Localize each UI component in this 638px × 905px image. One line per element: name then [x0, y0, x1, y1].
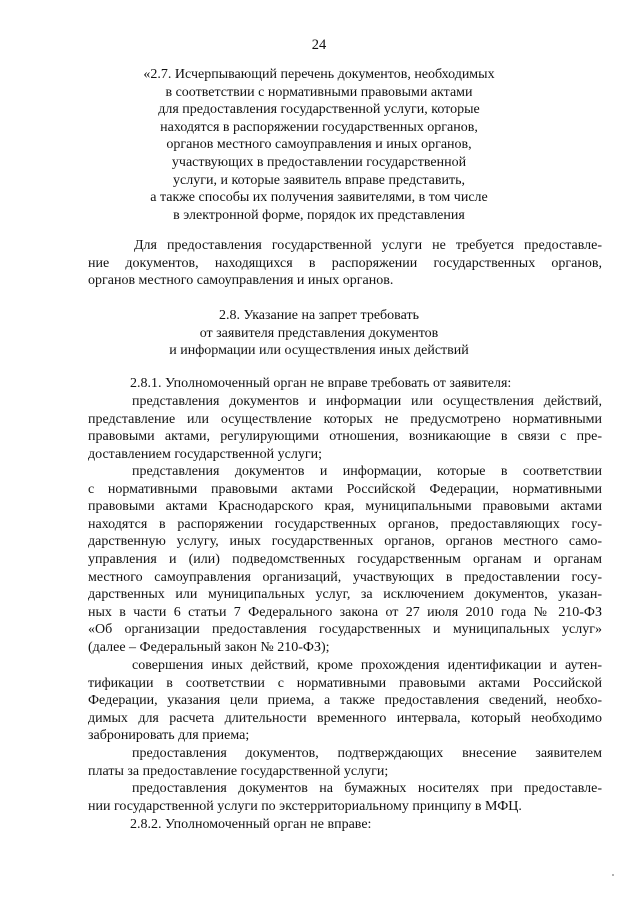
text-line: «Об организации предоставления государственных и муниципальных услуг»: [88, 622, 602, 638]
text-line: нии государственной услуги по экстерриториальному принципу в МФЦ.: [88, 798, 522, 814]
text-line: местного самоуправления организаций, участвующих в предоставлении госу-: [88, 569, 602, 585]
paragraph-2-8-1: [88, 375, 602, 393]
text-line: 2.8.1. Уполномоченный орган не вправе требовать от заявителя:: [130, 376, 512, 391]
scan-speck: [612, 874, 614, 876]
text-line: ных в части 6 статьи 7 Федерального закона от 27 июля 2010 года № 210-ФЗ: [88, 604, 602, 620]
text-line: представление или осуществление которых не предусмотрено нормативными: [88, 411, 602, 427]
text-line: совершения иных действий, кроме прохождения идентификации и аутен-: [132, 658, 602, 673]
paragraph-documents-actions: [88, 393, 602, 463]
text-line: предоставления документов, подтверждающих внесение заявителем: [132, 746, 602, 761]
section-2-7-paragraph: [88, 237, 602, 290]
paragraph-documents-information: [88, 463, 602, 657]
text-line: Для предоставления государственной услуги не требуется предоставле-: [134, 238, 602, 253]
text-line: (далее – Федеральный закон № 210-ФЗ);: [88, 639, 330, 655]
text-line: с нормативными правовыми актами Российской Федерации, нормативными: [88, 481, 602, 497]
text-line: предоставления документов на бумажных носителях при предоставле-: [132, 781, 602, 796]
text-line: находятся в распоряжении государственных органов, предоставляющих госу-: [88, 516, 602, 532]
text-line: дарственную услугу, иных государственных органов, органов местного само-: [88, 534, 602, 550]
text-line: правовыми актами, регулирующими отношения, возникающие в связи с пре-: [88, 429, 602, 445]
text-line: забронировать для приема;: [88, 728, 250, 744]
paragraph-paper-documents: [88, 780, 602, 815]
paragraph-payment-documents: [88, 745, 602, 780]
text-line: димых для расчета длительности временного интервала, который необходимо: [88, 710, 602, 726]
text-line: ние документов, находящихся в распоряжении государственных органов,: [88, 255, 602, 271]
paragraph-2-8-2: [88, 816, 602, 834]
section-2-7-heading: «2.7. Исчерпывающий перечень документов, необходимых в соответствии с нормативными правовыми актами для предоставления государственной услуги, которые находятся в распоряжении государственных органов, органов местного самоуправления и иных органов, участвующих в предоставлении государственной услуги, и которые заявитель вправе представить, а также способы их получения заявителями, в том числе в электронной форме, порядок их представления: [143, 67, 495, 223]
text-line: 2.8.2. Уполномоченный орган не вправе:: [130, 817, 372, 832]
text-line: Федерации, указания цели приема, а также предоставления сведений, необхо-: [88, 693, 602, 709]
text-line: дарственных или муниципальных услуг, за исключением документов, указан-: [88, 587, 602, 603]
page-number: 24: [311, 37, 327, 53]
paragraph-other-actions: [88, 657, 602, 745]
section-2-8-heading: 2.8. Указание на запрет требовать от заявителя представления документов и информации или осуществления иных действий: [169, 308, 469, 359]
text-line: представления документов и информации или осуществления действий,: [132, 394, 602, 409]
text-line: платы за предоставление государственной услуги;: [88, 763, 389, 779]
text-line: органов местного самоуправления и иных органов.: [88, 273, 394, 289]
text-line: тификации в соответствии с нормативными правовыми актами Российской: [88, 675, 602, 691]
text-line: доставлением государственной услуги;: [88, 446, 322, 462]
text-line: правовыми актами Краснодарского края, муниципальными правовыми актами: [88, 499, 602, 515]
text-line: представления документов и информации, которые в соответствии: [132, 464, 602, 479]
text-line: управления и (или) подведомственных государственным органам и органам: [88, 551, 602, 567]
